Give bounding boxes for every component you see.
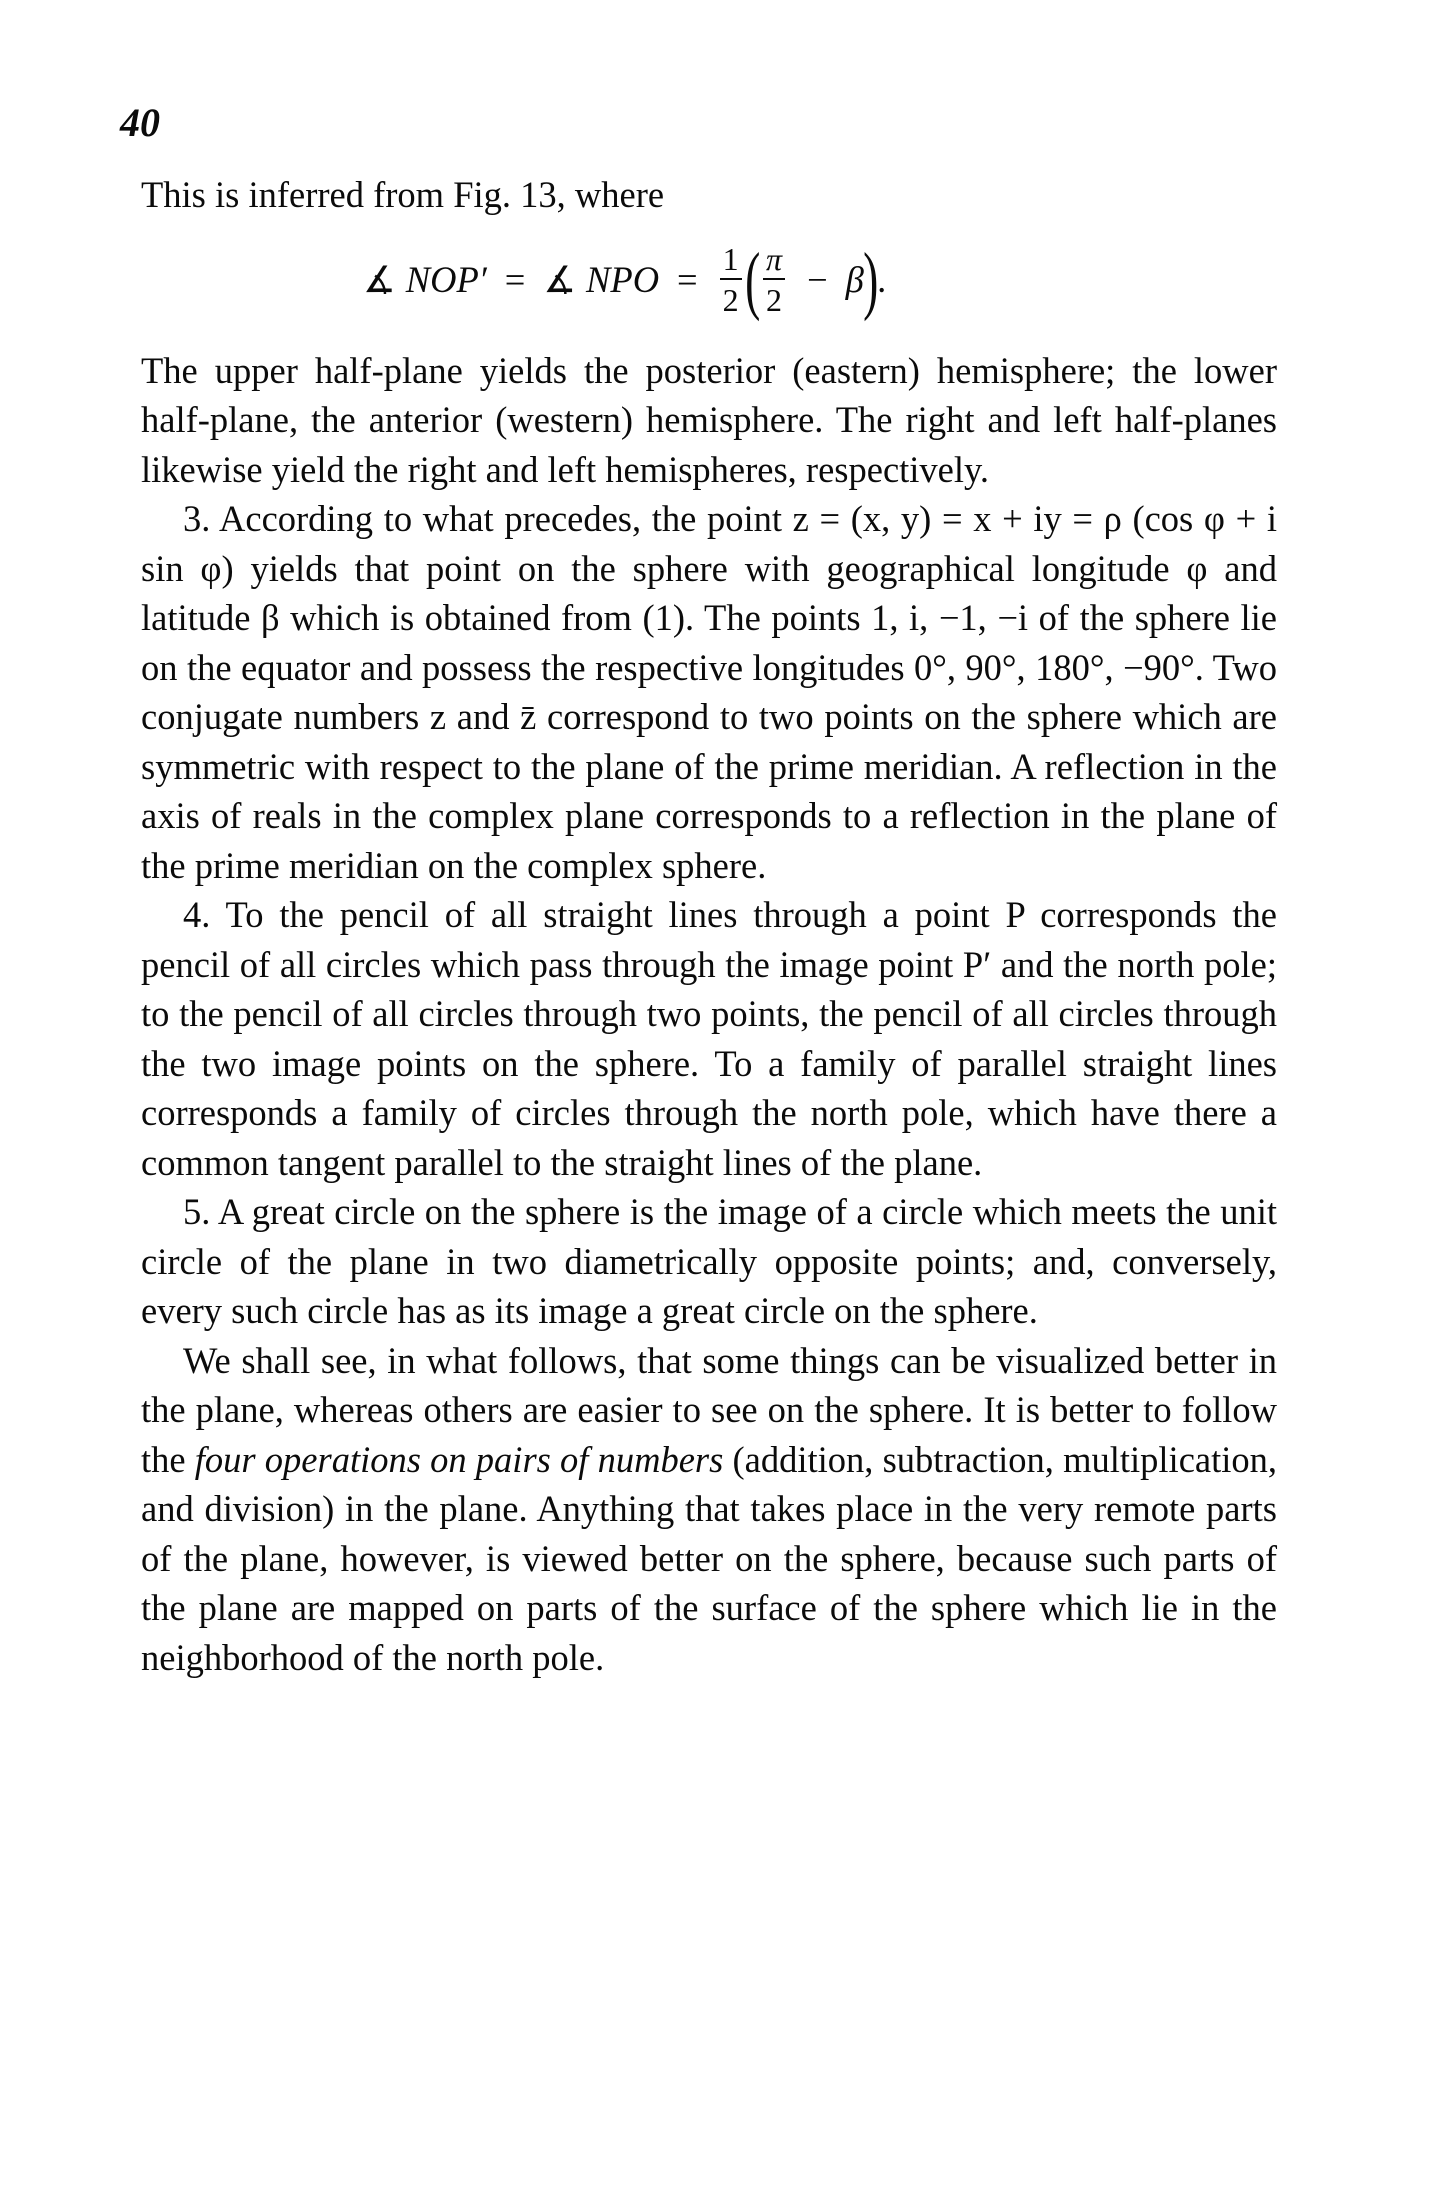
- fraction-one-half-numerator: 1: [720, 243, 742, 280]
- paragraph-closing: [141, 1336, 1277, 1683]
- formula-equals-2: =: [677, 258, 698, 300]
- paragraph-closing-part-a: We shall see, in what follows, that some things can be visualized better in the plane, whereas others are easier to see on the sphere. It is better to follow the: [141, 1339, 1277, 1480]
- fraction-pi-half: [763, 243, 785, 316]
- fraction-pi-half-denominator: 2: [765, 282, 782, 318]
- paragraph-5: 5. A great circle on the sphere is the image of a circle which meets the unit circle of the plane in two diametrically opposite points; and, conversely, every such circle has as its image a great circle on the sphere.: [141, 1191, 1277, 1331]
- paragraph-3: 3. According to what precedes, the point z = (x, y) = x + iy = ρ (cos φ + i sin φ) yields that point on the sphere with geographical longitude φ and latitude β which is obtained from (1). The points 1, i, −1, −i of the sphere lie on the equator and possess the respective longitudes 0°, 90°, 180°, −90°. Two conjugate numbers z and z̄ correspond to two points on the sphere which are symmetric with respect to the plane of the prime meridian. A reflection in the axis of reals in the complex plane corresponds to a reflection in the plane of the prime meridian on the complex sphere.: [141, 498, 1277, 886]
- paragraph-4: 4. To the pencil of all straight lines through a point P corresponds the pencil of all circles which pass through the image point P′ and the north pole; to the pencil of all circles through two points, the pencil of all circles through the two image points on the sphere. To a family of parallel straight lines corresponds a family of circles through the north pole, which have there a common tangent parallel to the straight lines of the plane.: [141, 894, 1277, 1183]
- formula-row: [363, 237, 887, 322]
- formula-end: .: [877, 258, 887, 300]
- angle-symbol-2: ∡: [543, 258, 577, 300]
- paren-open: (: [744, 237, 760, 322]
- paragraph-closing-part-b: (addition, subtraction, multiplication, and division) in the plane. Anything that takes place in the very remote parts of the plane, however, is viewed better on the sphere, because such parts of the plane are mapped on parts of the surface of the sphere which lie in the neighborhood of the north pole.: [141, 1438, 1277, 1678]
- fraction-one-half-denominator: 2: [722, 282, 739, 318]
- paren-close: ): [862, 237, 879, 322]
- angle-symbol-1: ∡: [363, 258, 396, 300]
- formula-mid: NPO: [586, 258, 660, 300]
- angle-formula: [141, 220, 1277, 346]
- formula-lhs: NOP′: [405, 258, 487, 300]
- body-text: [141, 170, 1277, 1682]
- formula-equals-1: =: [504, 258, 526, 300]
- page-number: 40: [120, 100, 160, 145]
- paragraph-hemispheres: The upper half-plane yields the posterior (eastern) hemisphere; the lower half-plane, the anterior (western) hemisphere. The right and left half-planes likewise yield the right and left hemispheres, respectively.: [141, 349, 1277, 490]
- formula-beta: β: [845, 258, 864, 300]
- intro-line: This is inferred from Fig. 13, where: [141, 174, 665, 215]
- paragraph-closing-emphasis: four operations on pairs of numbers: [194, 1438, 724, 1480]
- fraction-one-half: [720, 243, 742, 316]
- fraction-pi-half-numerator: π: [763, 243, 785, 280]
- formula-minus: −: [806, 258, 828, 300]
